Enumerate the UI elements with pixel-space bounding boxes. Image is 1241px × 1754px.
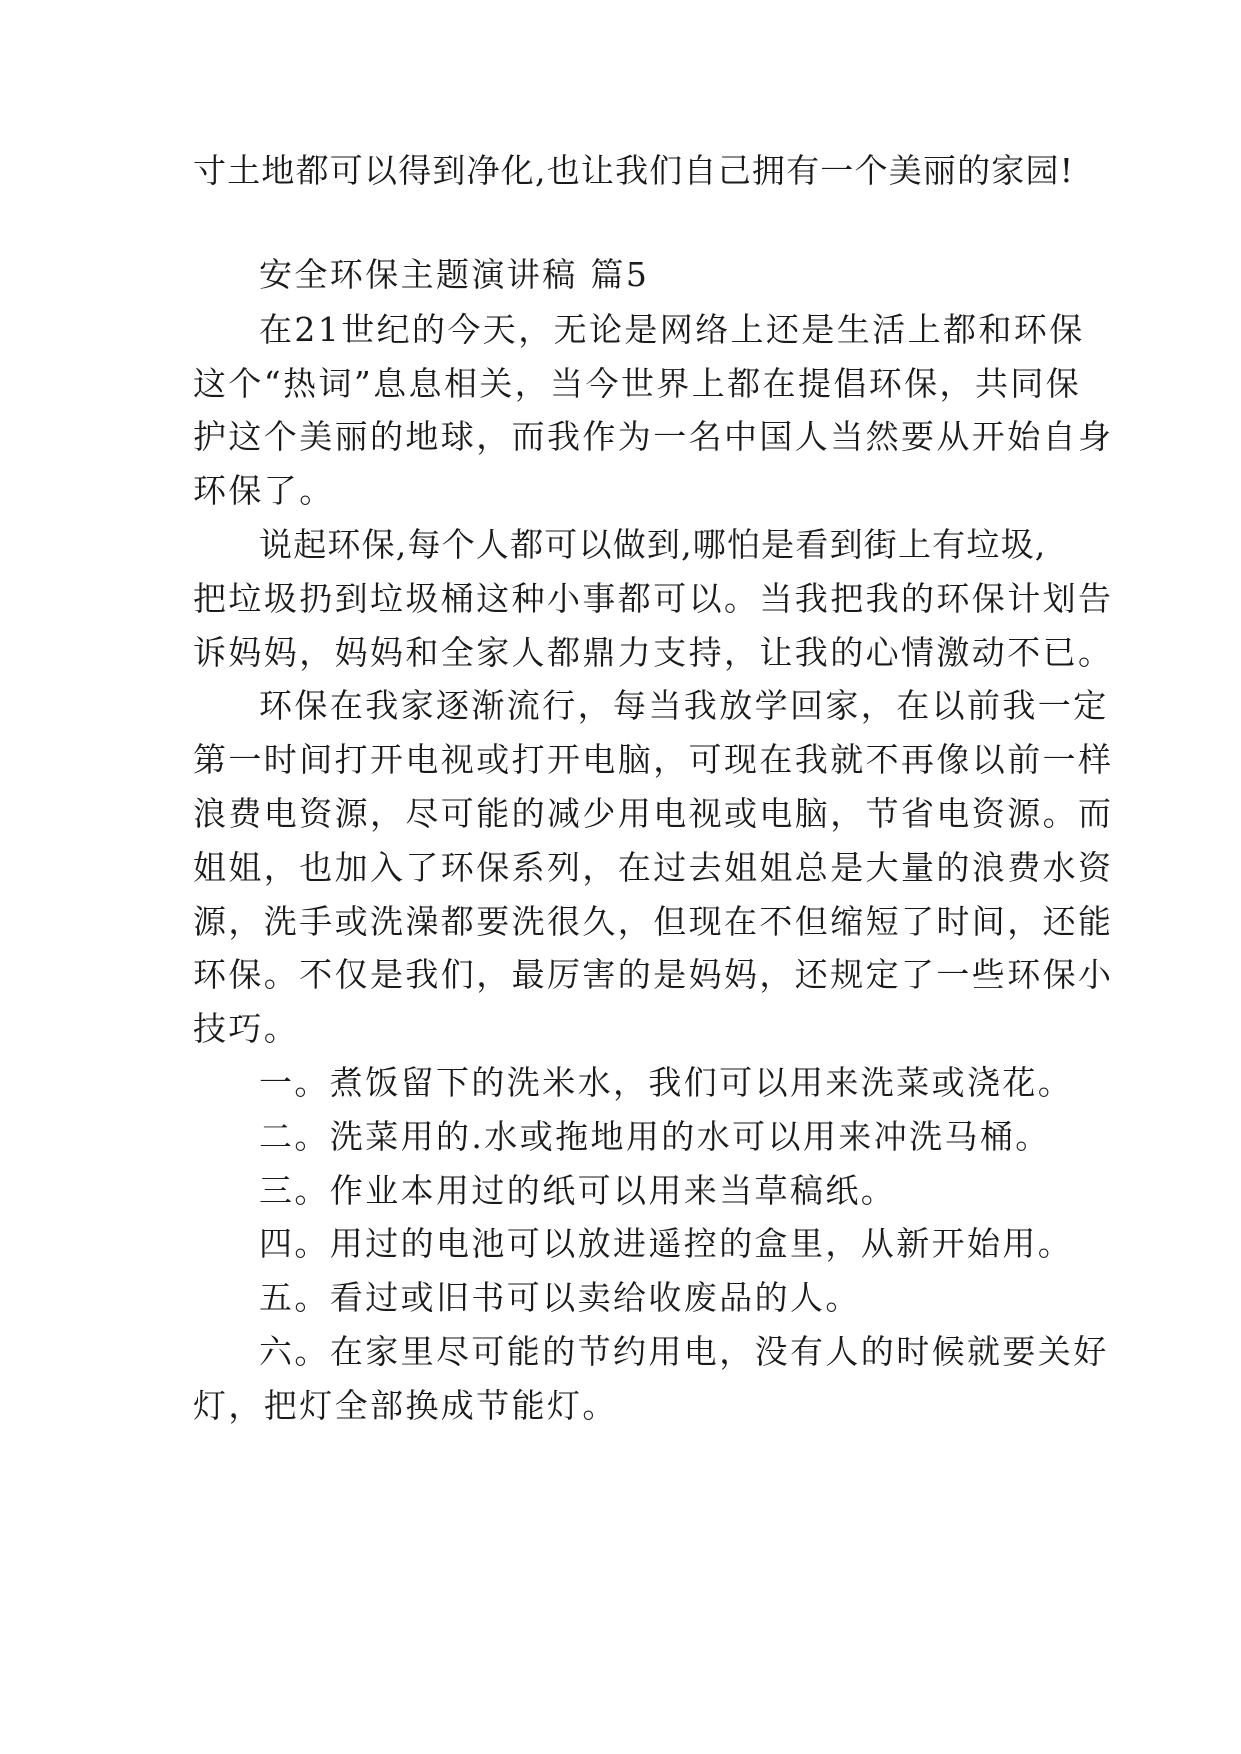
paragraph-2-line-1: 说起环保,每个人都可以做到,哪怕是看到街上有垃圾, xyxy=(259,525,1047,564)
tip-3: 三。作业本用过的纸可以用来当草稿纸。 xyxy=(259,1171,897,1210)
section-title: 安全环保主题演讲稿 篇5 xyxy=(259,255,650,294)
paragraph-1-line-2: 这个“热词”息息相关，当今世界上都在提倡环保，共同保 xyxy=(193,364,1082,403)
paragraph-1-line-4: 环保了。 xyxy=(193,471,335,510)
tip-6: 六。在家里尽可能的节约用电，没有人的时候就要关好 xyxy=(259,1332,1109,1371)
tip-6-continuation: 灯，把灯全部换成节能灯。 xyxy=(193,1386,618,1425)
paragraph-1-line-3: 护这个美丽的地球，而我作为一名中国人当然要从开始自身 xyxy=(193,417,1114,456)
paragraph-3-line-5: 源，洗手或洗澡都要洗很久，但现在不但缩短了时间，还能 xyxy=(193,902,1114,941)
tip-2: 二。洗菜用的.水或拖地用的水可以用来冲洗马桶。 xyxy=(259,1117,1051,1156)
paragraph-3-line-4: 姐姐，也加入了环保系列，在过去姐姐总是大量的浪费水资 xyxy=(193,848,1114,887)
tip-5: 五。看过或旧书可以卖给收废品的人。 xyxy=(259,1278,861,1317)
paragraph-2-line-2: 把垃圾扔到垃圾桶这种小事都可以。当我把我的环保计划告 xyxy=(193,579,1114,618)
paragraph-3-line-7: 技巧。 xyxy=(193,1009,300,1048)
paragraph-3-line-1: 环保在我家逐渐流行，每当我放学回家，在以前我一定 xyxy=(259,686,1109,725)
tip-1: 一。煮饭留下的洗米水，我们可以用来洗菜或浇花。 xyxy=(259,1063,1074,1102)
paragraph-3-line-6: 环保。不仅是我们，最厉害的是妈妈，还规定了一些环保小 xyxy=(193,955,1114,994)
paragraph-3-line-3: 浪费电资源，尽可能的减少用电视或电脑，节省电资源。而 xyxy=(193,794,1114,833)
paragraph-3-line-2: 第一时间打开电视或打开电脑，可现在我就不再像以前一样 xyxy=(193,740,1114,779)
paragraph-2-line-3: 诉妈妈，妈妈和全家人都鼎力支持，让我的心情激动不已。 xyxy=(193,633,1114,672)
intro-tail-line: 寸土地都可以得到净化,也让我们自己拥有一个美丽的家园! xyxy=(193,151,1075,190)
paragraph-1-line-1: 在21世纪的今天，无论是网络上还是生活上都和环保 xyxy=(259,310,1085,349)
tip-4: 四。用过的电池可以放进遥控的盒里，从新开始用。 xyxy=(259,1224,1074,1263)
